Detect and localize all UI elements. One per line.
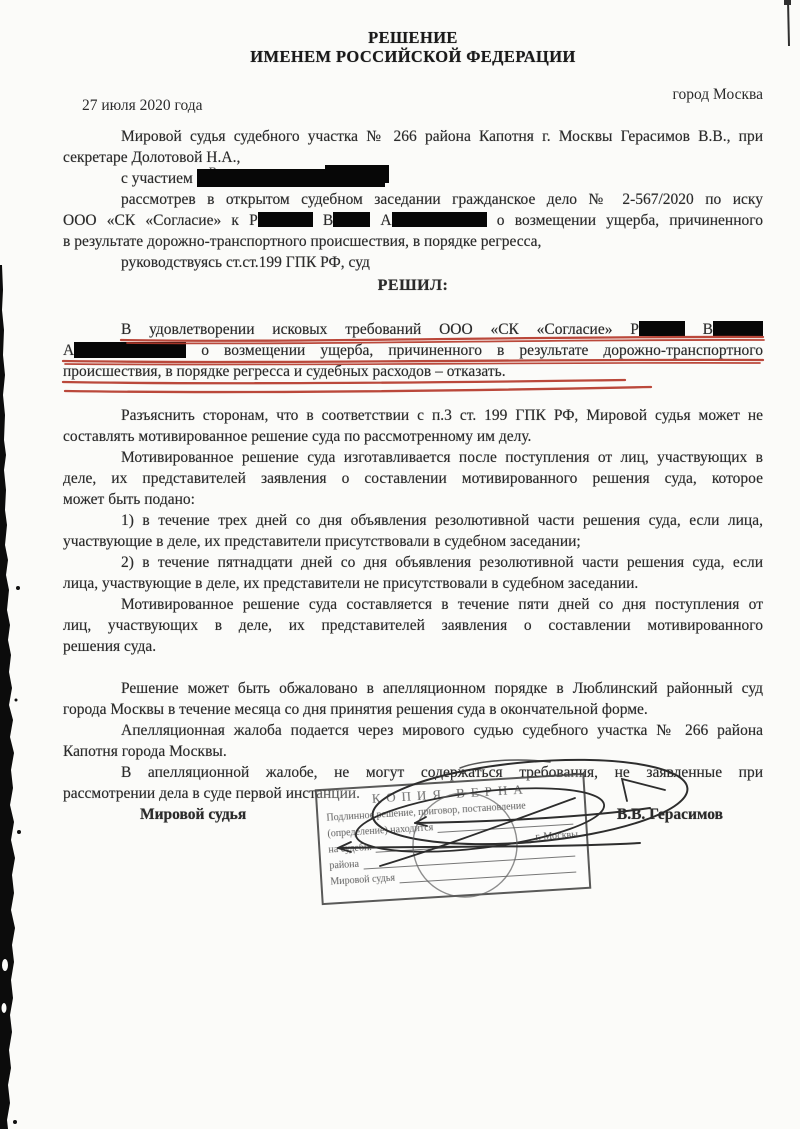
doc-line xyxy=(63,210,763,231)
top-right-scan-artifact xyxy=(770,0,800,60)
redaction-bar xyxy=(392,212,487,227)
intro-paragraph xyxy=(63,126,763,273)
stamp-line: на судебн. xyxy=(328,841,373,856)
doc-line: лица, участвующие в деле, их представители не присутствовали в судебном заседании. xyxy=(63,575,639,592)
redaction-bar xyxy=(197,169,385,187)
doc-text: ООО «СК «Согласие» к Р xyxy=(63,212,258,229)
doc-line: составлять мотивированное решение суда по рассмотренному им делу. xyxy=(63,428,532,445)
doc-line: В апелляционной жалобе, не могут содержаться требования, не заявленные при xyxy=(121,764,763,781)
redaction-bar xyxy=(325,165,389,183)
doc-line: Разъяснить сторонам, что в соответствии с п.3 ст. 199 ГПК РФ, Мировой судья может не xyxy=(121,407,763,424)
doc-line: Мотивированное решение суда изготавливается после поступления от лиц, участвующих в xyxy=(121,449,763,466)
doc-date: 27 июля 2020 года xyxy=(82,97,203,114)
resolution-heading: РЕШИЛ: xyxy=(377,277,449,294)
stamp-line: Мировой судья xyxy=(330,872,396,888)
redaction-bar xyxy=(258,212,313,227)
doc-text: А xyxy=(370,212,392,229)
judge-name: В.В. Герасимов xyxy=(616,806,723,823)
doc-text: о возмещении ущерба, причиненного xyxy=(486,212,763,229)
document-content xyxy=(63,0,763,1129)
doc-text: А xyxy=(63,342,75,359)
doc-line: 2) в течение пятнадцати дней со дня объявления резолютивной части решения суда, если xyxy=(121,554,763,571)
doc-line: Мировой судья судебного участка № 266 района Капотня г. Москвы Герасимов В.В., при xyxy=(121,128,763,145)
doc-line: рассмотрении дела в суде первой инстанции. xyxy=(63,785,361,802)
doc-line: деле, их представителей заявления о составлении мотивированного решения суда, которое xyxy=(63,470,763,487)
doc-text: В xyxy=(312,212,334,229)
doc-text: о возмещении ущерба, причиненного в результате дорожно-транспортного xyxy=(186,342,763,359)
stamp-blank-line xyxy=(399,872,576,884)
doc-title: РЕШЕНИЕ xyxy=(368,28,458,47)
doc-line: 1) в течение трех дней со дня объявления резолютивной части решения суда, если лица, xyxy=(121,512,763,529)
doc-line: рассмотрев в открытом судебном заседании гражданское дело № 2-567/2020 по иску xyxy=(121,191,763,208)
doc-city: город Москва xyxy=(672,86,763,103)
document-title-block xyxy=(63,28,763,66)
doc-line xyxy=(63,340,763,361)
left-edge-scan-artifact xyxy=(0,0,24,1129)
doc-line: участвующие в деле, их представители присутствовали в судебном заседании; xyxy=(63,533,581,550)
copy-stamp xyxy=(315,773,592,905)
doc-text: В удовлетворении исковых требований ООО «СК «Согласие» Р xyxy=(121,321,639,338)
doc-line: секретаре Долотовой Н.А., xyxy=(63,149,241,166)
doc-line: решения суда. xyxy=(63,638,157,655)
doc-subtitle: ИМЕНЕМ РОССИЙСКОЙ ФЕДЕРАЦИИ xyxy=(250,47,576,66)
redaction-bar xyxy=(639,321,685,336)
doc-line: лиц, участвующих в деле, их представителей заявления о составлении мотивированного xyxy=(63,617,763,634)
redaction-bar xyxy=(333,212,370,227)
resolution-paragraph xyxy=(63,319,763,382)
redaction-bar xyxy=(74,342,186,358)
stamp-line: г. Москвы xyxy=(535,829,579,843)
stamp-header: КОПИЯ ВЕРНА xyxy=(371,781,530,806)
doc-line xyxy=(63,168,763,189)
doc-line: Капотня города Москвы. xyxy=(63,743,227,760)
doc-line: может быть подано: xyxy=(63,491,195,508)
doc-line: происшествия, в порядке регресса и судебных расходов – отказать. xyxy=(63,363,506,380)
doc-line: Решение может быть обжаловано в апелляционном порядке в Люблинский районный суд xyxy=(121,680,763,697)
stamp-line: (определение) находится xyxy=(327,822,434,840)
doc-text: с участием xyxy=(121,170,197,187)
doc-line: Мотивированное решение суда составляется в течение пяти дней со дня поступления от xyxy=(121,596,763,613)
doc-line: Апелляционная жалоба подается через мирового судью судебного участка № 266 района xyxy=(121,722,763,739)
doc-line xyxy=(63,319,763,340)
stamp-line: района xyxy=(329,858,360,872)
doc-line: в результате дорожно-транспортного происшествия, в порядке регресса, xyxy=(63,233,542,250)
doc-line: руководствуясь ст.ст.199 ГПК РФ, суд xyxy=(121,254,370,271)
stamp-line: Подлинное решение, приговор, постановление xyxy=(326,800,527,824)
judge-role-label: Мировой судья xyxy=(140,806,247,823)
date-city-row xyxy=(63,86,763,115)
doc-text: В xyxy=(684,321,713,338)
doc-line: города Москвы в течение месяца со дня принятия решения суда в окончательной форме. xyxy=(63,701,648,718)
redaction-bar xyxy=(713,321,763,336)
clarification-paragraphs xyxy=(63,405,763,657)
